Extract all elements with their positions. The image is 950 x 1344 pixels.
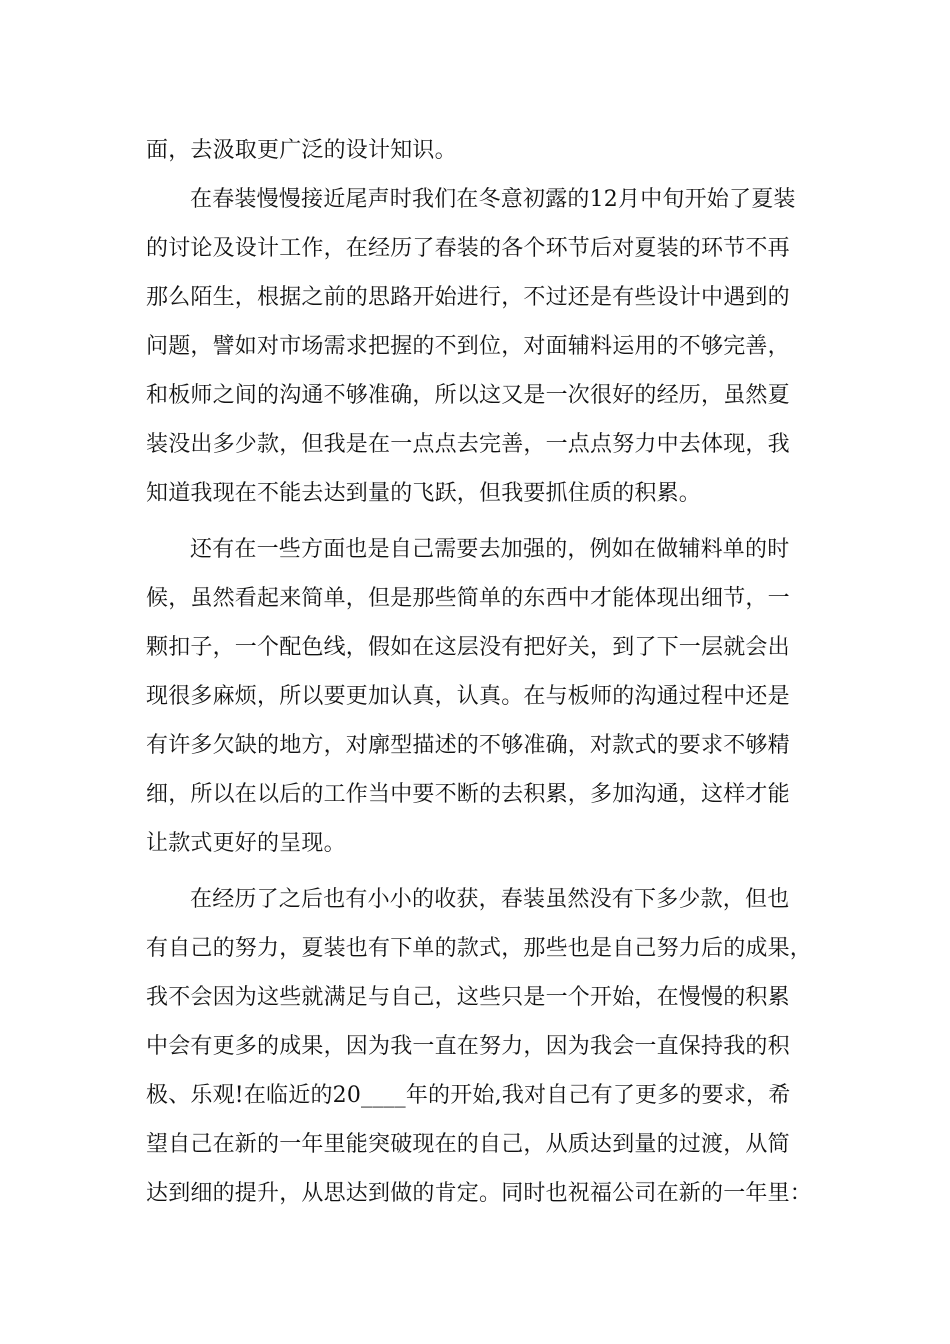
text-line: 让款式更好的呈现。 (146, 831, 346, 856)
text-line: 问题，譬如对市场需求把握的不到位，对面辅料运用的不够完善， (146, 334, 790, 359)
text-line: 极、乐观!在临近的20____年的开始,我对自己有了更多的要求，希 (146, 1083, 791, 1108)
text-line: 面，去汲取更广泛的设计知识。 (146, 138, 457, 163)
paragraph-first-line: 在春装慢慢接近尾声时我们在冬意初露的12月中旬开始了夏装 (190, 187, 796, 212)
text-line: 知道我现在不能去达到量的飞跃，但我要抓住质的积累。 (146, 481, 702, 506)
paragraph-first-line: 在经历了之后也有小小的收获，春装虽然没有下多少款，但也 (190, 887, 790, 912)
text-line: 那么陌生，根据之前的思路开始进行，不过还是有些设计中遇到的 (146, 285, 790, 310)
text-line: 颗扣子，一个配色线，假如在这层没有把好关，到了下一层就会出 (146, 635, 790, 660)
text-line: 现很多麻烦，所以要更加认真，认真。在与板师的沟通过程中还是 (146, 684, 790, 709)
paragraph-first-line: 还有在一些方面也是自己需要去加强的，例如在做辅料单的时 (190, 537, 790, 562)
text-line: 中会有更多的成果，因为我一直在努力，因为我会一直保持我的积 (146, 1034, 790, 1059)
text-line: 细，所以在以后的工作当中要不断的去积累，多加沟通，这样才能 (146, 782, 790, 807)
text-line: 有许多欠缺的地方，对廓型描述的不够准确，对款式的要求不够精 (146, 733, 790, 758)
text-line: 的讨论及设计工作，在经历了春装的各个环节后对夏装的环节不再 (146, 236, 790, 261)
text-line: 装没出多少款，但我是在一点点去完善，一点点努力中去体现，我 (146, 432, 790, 457)
text-line: 望自己在新的一年里能突破现在的自己，从质达到量的过渡，从简 (146, 1132, 790, 1157)
text-line: 我不会因为这些就满足与自己，这些只是一个开始，在慢慢的积累 (146, 985, 790, 1010)
text-line: 达到细的提升，从思达到做的肯定。同时也祝福公司在新的一年里： (146, 1181, 813, 1206)
text-line: 候，虽然看起来简单，但是那些简单的东西中才能体现出细节，一 (146, 586, 790, 611)
text-line: 和板师之间的沟通不够准确，所以这又是一次很好的经历，虽然夏 (146, 383, 790, 408)
text-line: 有自己的努力，夏装也有下单的款式，那些也是自己努力后的成果， (146, 936, 813, 961)
